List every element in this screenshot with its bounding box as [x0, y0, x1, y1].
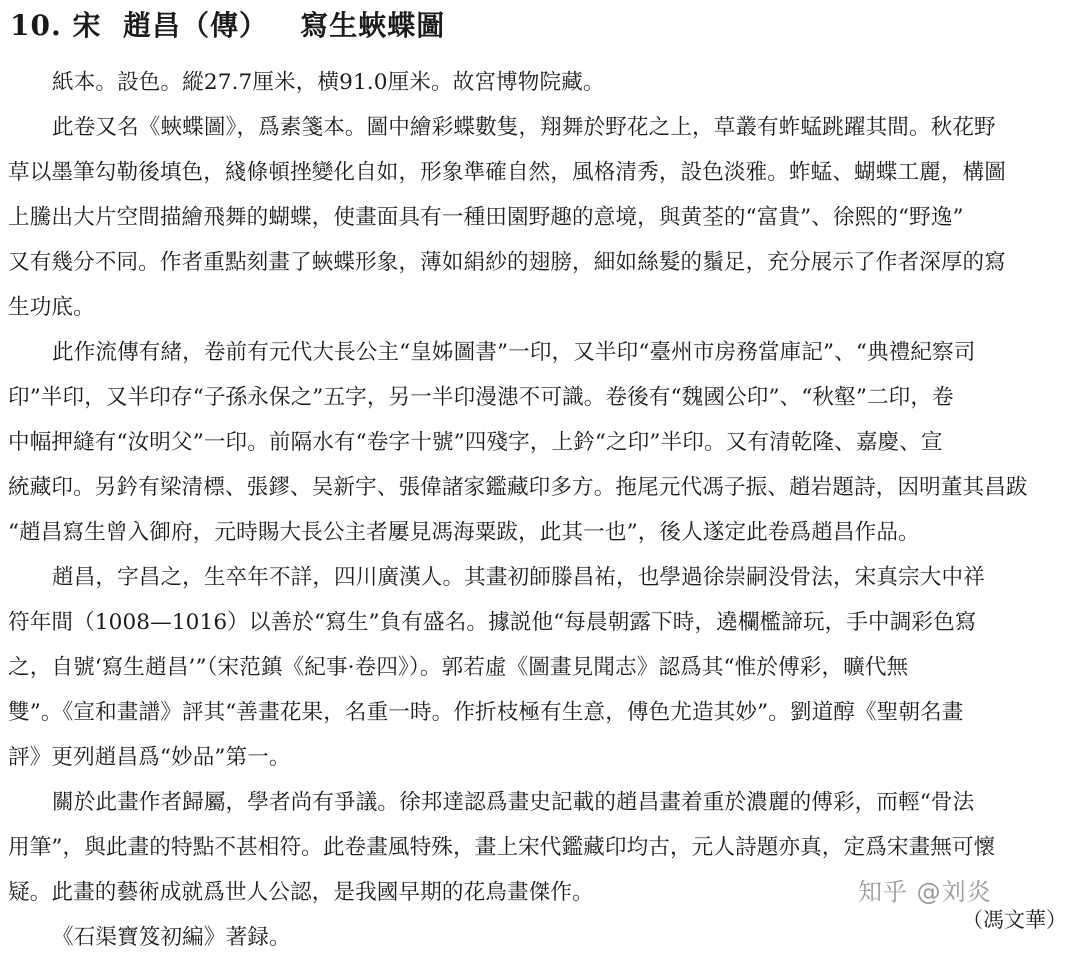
paragraph-line: 印”半印，又半印存“子孫永保之”五字，另一半印漫漶不可識。卷後有“魏國公印”、“秋壑”二印，卷: [8, 385, 954, 410]
paragraph-line: 趙昌，字昌之，生卒年不詳，四川廣漢人。其畫初師滕昌祐，也學過徐崇嗣没骨法，宋真宗大中祥: [52, 565, 985, 590]
paragraph-line: 關於此畫作者歸屬，學者尚有爭議。徐邦達認爲畫史記載的趙昌畫着重於濃麗的傅彩，而輕“骨法: [52, 790, 975, 815]
paragraph-line: 紙本。設色。縱27.7厘米，横91.0厘米。故宮博物院藏。: [52, 70, 605, 95]
paragraph-line: 此作流傳有緒，卷前有元代大長公主“皇姊圖書”一印，又半印“臺州市房務當庫記”、“典禮紀察司: [52, 340, 976, 365]
paragraph-line: 用筆”，與此畫的特點不甚相符。此卷畫風特殊，畫上宋代鑑藏印均古，元人詩題亦真，定爲宋畫無可懷: [8, 835, 996, 860]
paragraph-line: 上騰出大片空間描繪飛舞的蝴蝶，使畫面具有一種田園野趣的意境，與黄荃的“富貴”、徐熙的“野逸”: [8, 205, 964, 230]
paragraph-line: 草以墨筆勾勒後填色，綫條頓挫變化自如，形象準確自然，風格清秀，設色淡雅。蚱蜢、蝴蝶工麗，構圖: [8, 160, 1006, 185]
paragraph-line: 中幅押縫有“汝明父”一印。前隔水有“卷字十號”四殘字，上鈐“之印”半印。又有清乾隆、嘉慶、宣: [8, 430, 943, 455]
paragraph-line: 《石渠寶笈初編》著録。: [52, 925, 291, 950]
paragraph-line: 生功底。: [8, 295, 95, 320]
paragraph-line: 此卷又名《蛺蝶圖》，爲素箋本。圖中繪彩蝶數隻，翔舞於野花之上，草叢有蚱蜢跳躍其間。秋花野: [52, 115, 996, 140]
paragraph-line: 評》更列趙昌爲“妙品”第一。: [8, 745, 291, 770]
paragraph-line: 符年間（1008—1016）以善於“寫生”負有盛名。據説他“每晨朝露下時，遶欄檻諦玩，手中調彩色寫: [8, 610, 977, 635]
document-title: 10. 宋 趙昌（傳） 寫生蛺蝶圖: [10, 9, 446, 42]
paragraph-line: 之，自號‘寫生趙昌’”（宋范鎮《紀事·卷四》）。郭若虛《圖畫見聞志》認爲其“惟於傅彩，曠代無: [8, 655, 909, 680]
author-credit: （馮文華）: [962, 908, 1067, 932]
paragraph-line: 雙”。《宣和畫譜》評其“善畫花果，名重一時。作折枝極有生意，傅色尤造其妙”。劉道醇《聖朝名畫: [8, 700, 964, 725]
paragraph-line: 統藏印。另鈐有梁清標、張鏐、吴新宇、張偉諸家鑑藏印多方。拖尾元代馮子振、趙岩題詩，因明董其昌跋: [8, 475, 1028, 500]
paragraph-line: 又有幾分不同。作者重點刻畫了蛺蝶形象，薄如絹紗的翅膀，細如絲髮的鬚足，充分展示了作者深厚的寫: [8, 250, 1006, 275]
paragraph-line: “趙昌寫生曾入御府，元時賜大長公主者屢見馮海粟跋，此其一也”，後人遂定此卷爲趙昌作品。: [8, 520, 920, 545]
paragraph-line: 疑。此畫的藝術成就爲世人公認，是我國早期的花鳥畫傑作。: [8, 880, 594, 905]
watermark: 知乎 @刘炎: [858, 878, 992, 906]
